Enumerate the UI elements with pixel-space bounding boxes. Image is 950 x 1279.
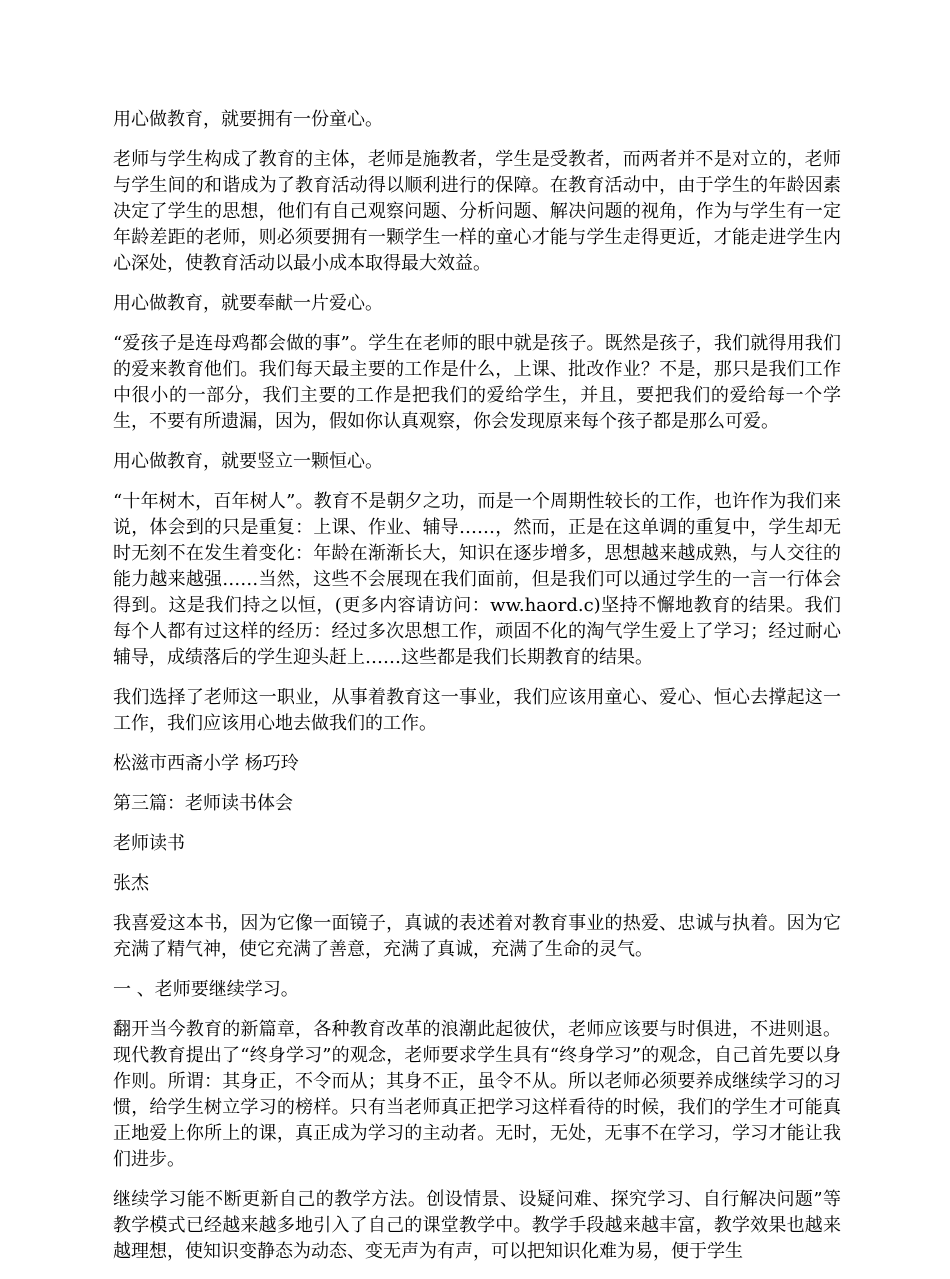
article-author: 张杰 — [113, 873, 149, 894]
paragraph-teacher-student: 老师与学生构成了教育的主体，老师是施教者，学生是受教者，而两者并不是对立的，老师与学生间的和谐成为了教育活动得以顺利进行的保障。在教育活动中，由于学生的年龄因素决定了学生的思想，他们有自己观察问题、分析问题、解决问题的视角，作为与学生有一定年龄差距的老师，则必须要拥有一颗学生一样的童心才能与学生走得更近，才能走进学生内心深处，使教育活动以最小成本取得最大效益。 — [113, 149, 841, 274]
document-body — [113, 107, 841, 1279]
paragraph-heading-perseverance: 用心做教育，就要竖立一颗恒心。 — [113, 451, 383, 472]
paragraph-heading-love: 用心做教育，就要奉献一片爱心。 — [113, 293, 383, 314]
paragraph-ten-years-trees: “十年树木，百年树人”。教育不是朝夕之功，而是一个周期性较长的工作，也许作为我们来说，体会到的只是重复：上课、作业、辅导……，然而，正是在这单调的重复中，学生却无时无刻不在发生着变化：年龄在渐渐长大，知识在逐步增多，思想越来越成熟，与人交往的能力越来越强……当然，这些不会展现在我们面前，但是我们可以通过学生的一言一行体会得到。这是我们持之以恒，(更多内容请访问：ww.haord.c)坚持不懈地教育的结果。我们每个人都有过这样的经历：经过多次思想工作，顽固不化的淘气学生爱上了学习；经过耐心辅导，成绩落后的学生迎头赶上……这些都是我们长期教育的结果。 — [113, 491, 841, 668]
paragraph-book-intro: 我喜爱这本书，因为它像一面镜子，真诚的表述着对教育事业的热爱、忠诚与执着。因为它充满了精气神，使它充满了善意，充满了真诚，充满了生命的灵气。 — [113, 913, 841, 960]
paragraph-teaching-methods: 继续学习能不断更新自己的教学方法。创设情景、设疑问难、探究学习、自行解决问题”等教学模式已经越来越多地引入了自己的课堂教学中。教学手段越来越丰富，教学效果也越来越理想，使知识变静态为动态、变无声为有声，可以把知识化难为易，便于学生 — [113, 1189, 841, 1262]
author-signature-line: 松滋市西斋小学 杨巧玲 — [113, 753, 299, 774]
paragraph-lifelong-learning: 翻开当今教育的新篇章，各种教育改革的浪潮此起彼伏，老师应该要与时俱进，不进则退。现代教育提出了“终身学习”的观念，老师要求学生具有“终身学习”的观念，自己首先要以身作则。所谓：其身正，不令而从；其身不正，虽令不从。所以老师必须要养成继续学习的习惯，给学生树立学习的榜样。只有当老师真正把学习这样看待的时候，我们的学生才可能真正地爱上你所上的课，真正成为学习的主动者。无时，无处，无事不在学习，学习才能让我们进步。 — [113, 1019, 841, 1170]
paragraph-heading-childlike-heart: 用心做教育，就要拥有一份童心。 — [113, 109, 383, 130]
subheading-continue-learning: 一 、老师要继续学习。 — [113, 979, 299, 1000]
article-title: 老师读书 — [113, 833, 185, 854]
paragraph-conclusion: 我们选择了老师这一职业，从事着教育这一事业，我们应该用童心、爱心、恒心去撑起这一工作，我们应该用心地去做我们的工作。 — [113, 687, 841, 734]
section-title: 第三篇：老师读书体会 — [113, 793, 293, 814]
paragraph-love-children: “爱孩子是连母鸡都会做的事”。学生在老师的眼中就是孩子。既然是孩子，我们就得用我们的爱来教育他们。我们每天最主要的工作是什么，上课、批改作业？不是，那只是我们工作中很小的一部分，我们主要的工作是把我们的爱给学生，并且，要把我们的爱给每一个学生，不要有所遗漏，因为，假如你认真观察，你会发现原来每个孩子都是那么可爱。 — [113, 333, 841, 432]
